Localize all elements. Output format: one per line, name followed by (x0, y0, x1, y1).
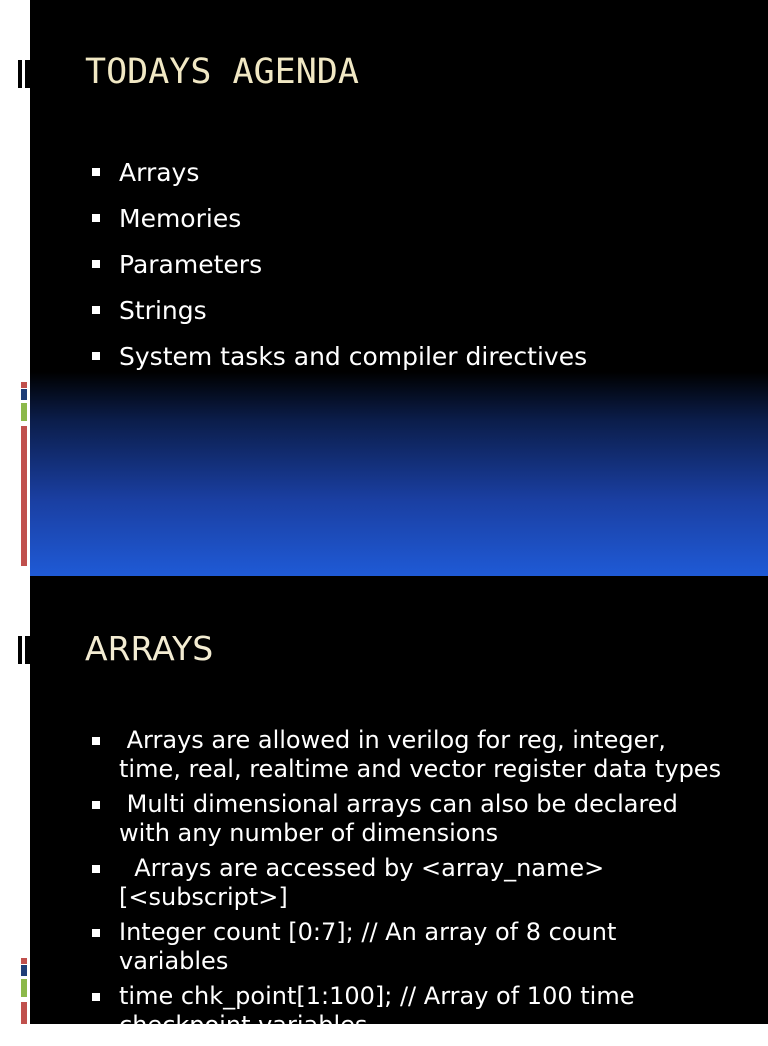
slide1-accent-green (21, 403, 27, 421)
square-bullet-icon (92, 929, 100, 937)
square-bullet-icon (92, 260, 100, 268)
agenda-bullet-list (92, 150, 587, 380)
slide2-accent-blue (21, 965, 27, 976)
slide-todays-agenda (30, 0, 768, 576)
list-item (92, 790, 732, 848)
list-item (92, 334, 587, 380)
list-item-text: Arrays (119, 158, 200, 187)
slide2-accent-green (21, 979, 27, 997)
square-bullet-icon (92, 737, 100, 745)
list-item (92, 196, 587, 242)
list-item (92, 982, 732, 1040)
list-item-text: Arrays are accessed by <array_name>[<subscript>] (119, 854, 605, 911)
slide2-accent-red (21, 1002, 27, 1024)
slide2-title-marker-gap (22, 636, 25, 664)
slide2-accent-red-top (21, 958, 27, 964)
slide1-accent-red (21, 426, 27, 566)
slide1-title-marker-gap (22, 60, 25, 88)
slide-title: ARRAYS (85, 629, 214, 668)
slide-arrays (30, 576, 768, 1039)
square-bullet-icon (92, 306, 100, 314)
square-bullet-icon (92, 214, 100, 222)
list-item-text: Integer count [0:7]; // An array of 8 count variables (119, 918, 624, 975)
square-bullet-icon (92, 993, 100, 1001)
slide1-accent-red-top (21, 382, 27, 388)
list-item (92, 288, 587, 334)
list-item-text: Multi dimensional arrays can also be declared with any number of dimensions (119, 790, 686, 847)
list-item-text: Strings (119, 296, 207, 325)
list-item (92, 242, 587, 288)
slide1-accent-blue (21, 389, 27, 400)
list-item (92, 150, 587, 196)
list-item-text: time chk_point[1:100]; // Array of 100 time checkpoint variables (119, 982, 643, 1039)
list-item-text: Arrays are allowed in verilog for reg, integer, time, real, realtime and vector register data types (119, 726, 722, 783)
list-item-text: System tasks and compiler directives (119, 342, 588, 371)
list-item-text: Memories (119, 204, 242, 233)
square-bullet-icon (92, 801, 100, 809)
square-bullet-icon (92, 168, 100, 176)
list-item (92, 726, 732, 784)
list-item-text: Parameters (119, 250, 263, 279)
arrays-bullet-list (92, 726, 732, 1046)
square-bullet-icon (92, 865, 100, 873)
square-bullet-icon (92, 352, 100, 360)
list-item (92, 854, 732, 912)
list-item (92, 918, 732, 976)
slide-title: TODAYS AGENDA (85, 52, 359, 92)
